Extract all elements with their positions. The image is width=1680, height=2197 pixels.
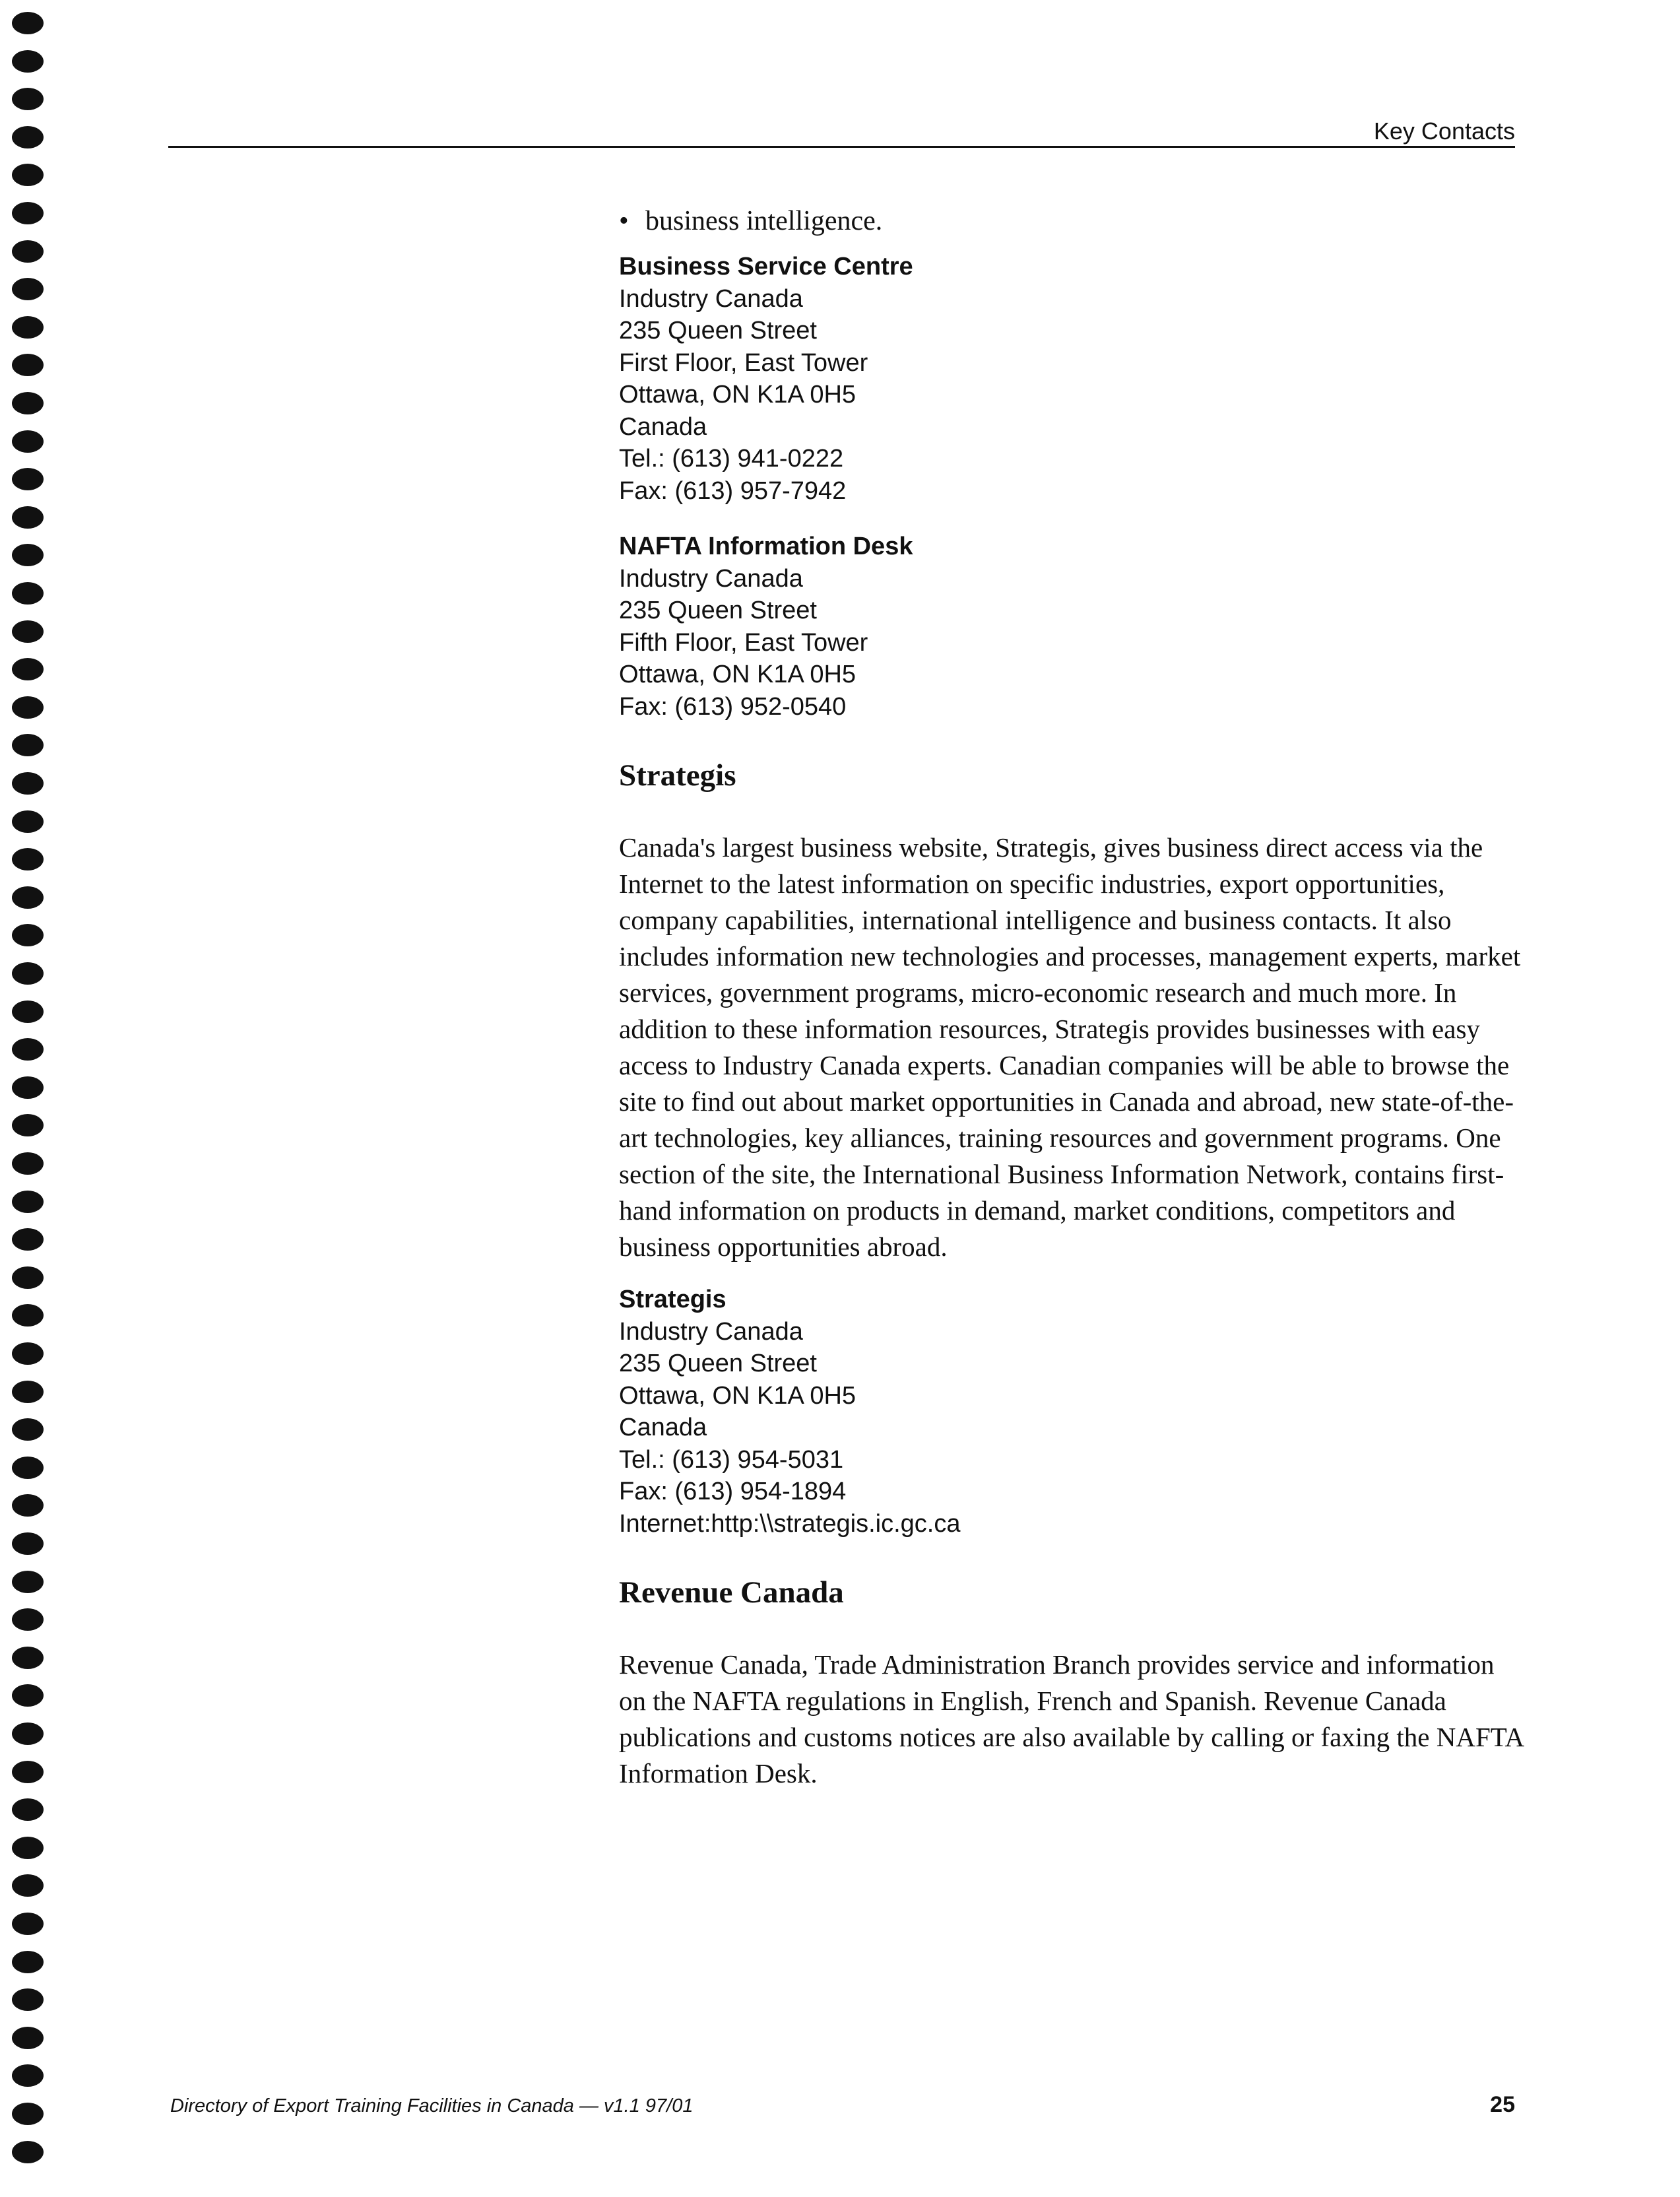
binder-hole (12, 810, 44, 833)
contact-name: NAFTA Information Desk (619, 533, 913, 560)
binder-hole (12, 126, 44, 148)
binder-hole (12, 278, 44, 300)
contact-line: Ottawa, ON K1A 0H5 (619, 381, 856, 409)
binder-hole (12, 12, 44, 34)
binder-hole (12, 1228, 44, 1251)
contact-line: Fax: (613) 952-0540 (619, 692, 847, 721)
binder-hole (12, 1647, 44, 1669)
binder-hole (12, 772, 44, 795)
contact-line: Fifth Floor, East Tower (619, 628, 868, 657)
binder-hole (12, 1038, 44, 1061)
revenue-canada-paragraph: Revenue Canada, Trade Administration Branch provides service and information on the NAFTA regulations in English, French and Spanish. Revenue Canada publications and customs notices are also available by calling or faxing the NAFTA Information Desk. (619, 1649, 1523, 1788)
contact-line: Tel.: (613) 954-5031 (619, 1445, 844, 1474)
contact-line: Industry Canada (619, 284, 803, 313)
contacts-top (619, 251, 1523, 723)
header-rule (168, 146, 1515, 148)
contact-block (619, 251, 1523, 507)
binder-hole (12, 468, 44, 490)
binder-hole (12, 1304, 44, 1327)
binder-hole (12, 1000, 44, 1023)
binder-hole (12, 1988, 44, 2011)
footer-document-title: Directory of Export Training Facilities in Canada — v1.1 97/01 (170, 2095, 694, 2116)
strategis-paragraph: Canada's largest business website, Strategis, gives business direct access via the Internet to the latest information on specific industries, export opportunities, company capabilities, international intelligence and business contacts. It also includes information new technologies and processes, management experts, market services, government programs, micro-economic research and much more. In addition to these information resources, Strategis provides businesses with easy access to Industry Canada experts. Canadian companies will be able to browse the site to find out about market opportunities in Canada and abroad, new state-of-the-art technologies, key alliances, training resources and government programs. One section of the site, the International Business Information Network, contains first-hand information on products in demand, market conditions, competitors and business opportunities abroad. (619, 832, 1521, 1262)
binder-hole (12, 1951, 44, 1973)
contact-block-strategis (619, 1284, 1523, 1540)
binder-hole (12, 50, 44, 73)
binder-hole (12, 1532, 44, 1555)
binder-hole (12, 696, 44, 719)
section-heading-strategis: Strategis (619, 758, 736, 793)
contact-line: Fax: (613) 954-1894 (619, 1478, 847, 1505)
binder-hole (12, 316, 44, 339)
contact-line: 235 Queen Street (619, 1350, 817, 1377)
binder-hole (12, 392, 44, 414)
contact-block (619, 531, 1523, 723)
binder-hole (12, 1761, 44, 1783)
binder-hole (12, 924, 44, 946)
binder-hole (12, 1684, 44, 1707)
contact-line: Ottawa, ON K1A 0H5 (619, 1381, 856, 1410)
contact-line: Industry Canada (619, 564, 803, 593)
binder-hole (12, 2027, 44, 2049)
binder-hole (12, 1191, 44, 1213)
binder-hole (12, 734, 44, 756)
binder-hole (12, 1608, 44, 1631)
binder-hole (12, 2103, 44, 2125)
binder-hole (12, 1571, 44, 1593)
running-header: Key Contacts (1373, 117, 1515, 145)
binder-hole (12, 1837, 44, 1859)
binder-hole (12, 354, 44, 376)
contact-line: 235 Queen Street (619, 317, 817, 344)
binder-hole (12, 1266, 44, 1289)
contact-line: Tel.: (613) 941-0222 (619, 445, 844, 473)
binder-hole (12, 2141, 44, 2163)
binder-hole (12, 430, 44, 453)
contact-line: Canada (619, 1414, 707, 1441)
contact-line: Ottawa, ON K1A 0H5 (619, 661, 856, 688)
binder-hole (12, 1798, 44, 1821)
binder-hole (12, 886, 44, 909)
binder-holes (12, 7, 45, 2184)
binder-hole (12, 962, 44, 985)
binder-hole (12, 1913, 44, 1935)
binder-hole (12, 1722, 44, 1745)
binder-hole (12, 1381, 44, 1403)
binder-hole (12, 658, 44, 680)
contact-line: Industry Canada (619, 1317, 803, 1346)
bullet-text: business intelligence. (645, 206, 883, 236)
binder-hole (12, 544, 44, 566)
contact-name: Strategis (619, 1286, 727, 1313)
binder-hole (12, 240, 44, 263)
binder-hole (12, 1457, 44, 1479)
bullet-item (619, 203, 1523, 239)
binder-hole (12, 1152, 44, 1175)
binder-hole (12, 202, 44, 224)
contact-line: 235 Queen Street (619, 597, 817, 624)
section-heading-revenue-canada: Revenue Canada (619, 1575, 844, 1610)
page-number: 25 (1490, 2092, 1515, 2117)
binder-hole (12, 1342, 44, 1365)
contact-line: Canada (619, 412, 707, 441)
binder-hole (12, 88, 44, 110)
binder-hole (12, 1494, 44, 1517)
binder-hole (12, 1114, 44, 1136)
binder-hole (12, 164, 44, 186)
contact-line: Fax: (613) 957-7942 (619, 476, 847, 505)
binder-hole (12, 2064, 44, 2087)
contact-line: First Floor, East Tower (619, 348, 868, 377)
binder-hole (12, 506, 44, 529)
binder-hole (12, 1418, 44, 1441)
binder-hole (12, 1874, 44, 1897)
binder-hole (12, 620, 44, 643)
contact-line-internet: Internet:http:\\strategis.ic.gc.ca (619, 1509, 961, 1538)
contact-name: Business Service Centre (619, 253, 913, 280)
page-content (619, 198, 1523, 1810)
binder-hole (12, 582, 44, 605)
binder-hole (12, 848, 44, 870)
binder-hole (12, 1076, 44, 1099)
bullet-icon: • (619, 206, 629, 236)
